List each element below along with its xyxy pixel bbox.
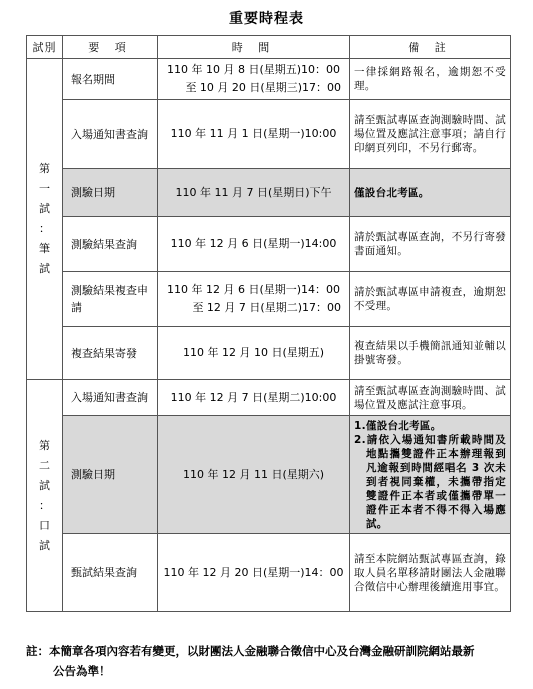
note-cell: 請於甄試專區申請複查，逾期恕不受理。 xyxy=(350,272,511,327)
header-time: 時 間 xyxy=(158,36,350,59)
item-cell: 測驗日期 xyxy=(63,416,158,534)
note-cell: 僅設台北考區。 xyxy=(350,169,511,217)
header-phase: 試別 xyxy=(27,36,63,59)
time-cell: 110 年 11 月 7 日(星期日)下午 xyxy=(158,169,350,217)
item-cell: 測驗結果查詢 xyxy=(63,217,158,272)
phase-1-label: 第 一 試 ： 筆 試 xyxy=(27,59,63,380)
time-cell: 110 年 12 月 6 日(星期一)14:00 xyxy=(158,217,350,272)
table-row xyxy=(27,327,511,380)
time-cell: 110 年 12 月 6 日(星期一)14：00 至 12 月 7 日(星期二)17：00 xyxy=(158,272,350,327)
time-cell: 110 年 12 月 7 日(星期二)10:00 xyxy=(158,380,350,416)
table-row xyxy=(27,534,511,612)
time-cell: 110 年 12 月 10 日(星期五) xyxy=(158,327,350,380)
note-item: 2.請依入場通知書所載時間及地點攜雙證件正本辦理報到 凡逾報到時間經唱名 3 次未到者視同棄權，未攜帶指定雙證件正本者或僅攜帶單一證件正本者不得不得入場應試。 xyxy=(354,433,506,530)
table-row xyxy=(27,416,511,534)
item-cell: 測驗日期 xyxy=(63,169,158,217)
item-cell: 測驗結果複查申請 xyxy=(63,272,158,327)
page-title: 重要時程表 xyxy=(229,11,304,27)
schedule-table xyxy=(26,35,511,612)
table-row xyxy=(27,59,511,100)
table-row xyxy=(27,217,511,272)
item-cell: 入場通知書查詢 xyxy=(63,380,158,416)
time-cell: 110 年 10 月 8 日(星期五)10：00 至 10 月 20 日(星期三)17：00 xyxy=(158,59,350,100)
item-cell: 報名期間 xyxy=(63,59,158,100)
header-item: 要 項 xyxy=(63,36,158,59)
note-cell: 一律採網路報名，逾期恕不受理。 xyxy=(350,59,511,100)
note-cell: 請於甄試專區查詢，不另行寄發書面通知。 xyxy=(350,217,511,272)
note-cell xyxy=(350,416,511,534)
note-cell: 請至甄試專區查詢測驗時間、試場位置及應試注意事項；請自行印網頁列印，不另行郵寄。 xyxy=(350,100,511,169)
header-row xyxy=(27,36,511,59)
table-row xyxy=(27,100,511,169)
footnote: 註：本簡章各項內容若有變更，以財團法人金融聯合徵信中心及台灣金融研訓院網站最新 公告為準！ xyxy=(26,644,475,678)
table-row xyxy=(27,272,511,327)
header-note: 備 註 xyxy=(350,36,511,59)
item-cell: 甄試結果查詢 xyxy=(63,534,158,612)
note-cell: 複查結果以手機簡訊通知並輔以掛號寄發。 xyxy=(350,327,511,380)
time-cell: 110 年 11 月 1 日(星期一)10:00 xyxy=(158,100,350,169)
table-row xyxy=(27,380,511,416)
time-cell: 110 年 12 月 20 日(星期一)14：00 xyxy=(158,534,350,612)
item-cell: 複查結果寄發 xyxy=(63,327,158,380)
note-cell: 請至本院網站甄試專區查詢，錄取人員名單移請財團法人金融聯合徵信中心辦理後續進用事宜。 xyxy=(350,534,511,612)
table-row xyxy=(27,169,511,217)
time-cell: 110 年 12 月 11 日(星期六) xyxy=(158,416,350,534)
item-cell: 入場通知書查詢 xyxy=(63,100,158,169)
note-cell: 請至甄試專區查詢測驗時間、試場位置及應試注意事項。 xyxy=(350,380,511,416)
note-item: 1.僅設台北考區。 xyxy=(354,419,442,432)
phase-2-label: 第 二 試 ： 口 試 xyxy=(27,380,63,612)
